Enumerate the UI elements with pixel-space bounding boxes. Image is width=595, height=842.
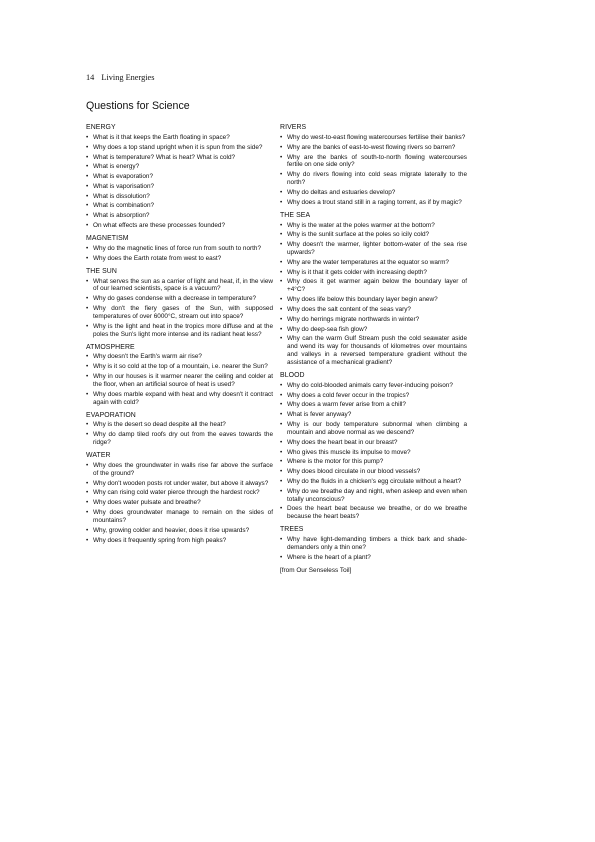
question-item: • What is temperature? What is heat? What is cold? — [86, 154, 273, 162]
question-list — [280, 382, 467, 521]
question-item: • Why do damp tiled roofs dry out from the eaves towards the ridge? — [86, 431, 273, 447]
question-item: • Why is it so cold at the top of a mountain, i.e. nearer the Sun? — [86, 363, 273, 371]
section-heading: TREES — [280, 526, 304, 534]
question-item: • Why do cold-blooded animals carry fever-inducing poison? — [280, 382, 467, 390]
question-item: • What serves the sun as a carrier of light and heat, if, in the view of our learned scientists, space is a vacuum? — [86, 278, 273, 294]
question-item: • Where is the heart of a plant? — [280, 554, 467, 562]
question-item: • Why can rising cold water pierce through the hardest rock? — [86, 489, 273, 497]
question-item: • Why does blood circulate in our blood vessels? — [280, 468, 467, 476]
question-item: • Why does the salt content of the seas vary? — [280, 306, 467, 314]
section-heading: WATER — [86, 452, 111, 460]
question-item: • Why doesn't the warmer, lighter bottom-water of the sea rise upwards? — [280, 241, 467, 257]
question-item: • Why do we breathe day and night, when asleep and even when totally unconscious? — [280, 488, 467, 504]
question-list — [86, 353, 273, 406]
question-item: • Where is the motor for this pump? — [280, 458, 467, 466]
section-blood — [280, 372, 467, 521]
question-item: • Why are the water temperatures at the equator so warm? — [280, 259, 467, 267]
page-number: 14 — [86, 73, 95, 82]
question-item: • On what effects are these processes founded? — [86, 222, 273, 230]
section-heading: ENERGY — [86, 124, 116, 131]
question-item: • What is energy? — [86, 163, 273, 171]
section-trees — [280, 526, 467, 562]
section-evaporation — [86, 412, 273, 448]
question-item: • Why does marble expand with heat and why doesn't it contract again with cold? — [86, 391, 273, 407]
question-item: • Why does a warm fever arise from a chill? — [280, 401, 467, 409]
question-item: • Why is the water at the poles warmer at the bottom? — [280, 222, 467, 230]
question-item: • Why do gases condense with a decrease in temperature? — [86, 295, 273, 303]
question-item: • Why does a cold fever occur in the tropics? — [280, 392, 467, 400]
question-item: • Who gives this muscle its impulse to move? — [280, 449, 467, 457]
question-item: • Why does water pulsate and breathe? — [86, 499, 273, 507]
question-item: • Why doesn't the Earth's warm air rise? — [86, 353, 273, 361]
question-list — [280, 222, 467, 367]
section-heading: MAGNETISM — [86, 234, 129, 242]
question-item: • What is dissolution? — [86, 193, 273, 201]
section-water — [86, 452, 273, 544]
question-item: • Why do herrings migrate northwards in winter? — [280, 316, 467, 324]
question-item: • Why does it get warmer again below the boundary layer of +4°C? — [280, 278, 467, 294]
section-magnetism — [86, 235, 273, 263]
question-list — [280, 134, 467, 207]
page-title: Questions for Science — [86, 100, 190, 112]
question-item: • Why do rivers flowing into cold seas migrate laterally to the north? — [280, 171, 467, 187]
section-rivers — [280, 124, 467, 207]
section-heading: BLOOD — [280, 371, 305, 379]
section-heading: ATMOSPHERE — [86, 343, 135, 351]
question-list — [86, 278, 273, 339]
question-item: • Why don't the fiery gases of the Sun, with supposed temperatures of over 6000°C, stream out into space? — [86, 305, 273, 321]
question-item: • Why have light-demanding timbers a thick bark and shade-demanders only a thin one? — [280, 536, 467, 552]
question-item: • What is vaporisation? — [86, 183, 273, 191]
question-list — [86, 421, 273, 447]
question-item: • Why does the heart beat in our breast? — [280, 439, 467, 447]
question-list — [86, 245, 273, 263]
section-the-sun — [86, 268, 273, 339]
right-column-sections — [280, 124, 467, 562]
section-heading: RIVERS — [280, 124, 307, 131]
question-item: • Why does a trout stand still in a raging torrent, as if by magic? — [280, 199, 467, 207]
question-item: • Why are the banks of south-to-north flowing watercourses fertile on one side only? — [280, 154, 467, 170]
question-item: • Why is the sunlit surface at the poles so icily cold? — [280, 231, 467, 239]
section-heading: EVAPORATION — [86, 411, 136, 419]
question-list — [86, 462, 273, 545]
section-atmosphere — [86, 344, 273, 407]
question-item: • Why are the banks of east-to-west flowing rivers so barren? — [280, 144, 467, 152]
question-item: • What is absorption? — [86, 212, 273, 220]
question-item: • Why do the magnetic lines of force run from south to north? — [86, 245, 273, 253]
question-item: • What is combination? — [86, 202, 273, 210]
running-header — [86, 73, 154, 82]
question-item: • Why does it frequently spring from high peaks? — [86, 537, 273, 545]
right-column — [280, 124, 467, 575]
question-item: • What is evaporation? — [86, 173, 273, 181]
question-item: • Why can the warm Gulf Stream push the cold seawater aside and wend its way for thousands of kilometres over mountains and valleys in a reversed temperature gradient without the assistance of a mechanical gradient? — [280, 335, 467, 367]
question-item: • Why is our body temperature subnormal when climbing a mountain and above normal as we descend? — [280, 421, 467, 437]
question-item: • Why does the groundwater in walls rise far above the surface of the ground? — [86, 462, 273, 478]
question-item: • Why in our houses is it warmer nearer the ceiling and colder at the floor, when an artificial source of heat is used? — [86, 373, 273, 389]
left-column — [86, 124, 273, 549]
question-item: • What is it that keeps the Earth floating in space? — [86, 134, 273, 142]
question-item: • Why does life below this boundary layer begin anew? — [280, 296, 467, 304]
question-item: • Why is the desert so dead despite all the heat? — [86, 421, 273, 429]
question-item: • Why do west-to-east flowing watercourses fertilise their banks? — [280, 134, 467, 142]
question-item: • Why don't wooden posts rot under water, but above it always? — [86, 480, 273, 488]
section-the-sea — [280, 212, 467, 367]
question-list — [280, 536, 467, 562]
section-energy — [86, 124, 273, 230]
question-item: • Why do deltas and estuaries develop? — [280, 189, 467, 197]
running-title: Living Energies — [101, 73, 155, 82]
question-item: • Why do the fluids in a chicken's egg circulate without a heart? — [280, 478, 467, 486]
section-heading: THE SUN — [86, 267, 117, 275]
question-list — [86, 134, 273, 230]
question-item: • Why, growing colder and heavier, does it rise upwards? — [86, 527, 273, 535]
question-item: • Why is it that it gets colder with increasing depth? — [280, 269, 467, 277]
source-note: [from Our Senseless Toil] — [280, 566, 352, 574]
question-item: • What is fever anyway? — [280, 411, 467, 419]
question-item: • Why do deep-sea fish glow? — [280, 326, 467, 334]
question-item: • Why does the Earth rotate from west to east? — [86, 255, 273, 263]
section-heading: THE SEA — [280, 211, 311, 219]
question-item: • Why does a top stand upright when it is spun from the side? — [86, 144, 273, 152]
question-item: • Why does groundwater manage to remain on the sides of mountains? — [86, 509, 273, 525]
question-item: • Why is the light and heat in the tropics more diffuse and at the poles the Sun's light more intense and its radiant heat less? — [86, 323, 273, 339]
question-item: • Does the heart beat because we breathe, or do we breathe because the heart beats? — [280, 505, 467, 521]
